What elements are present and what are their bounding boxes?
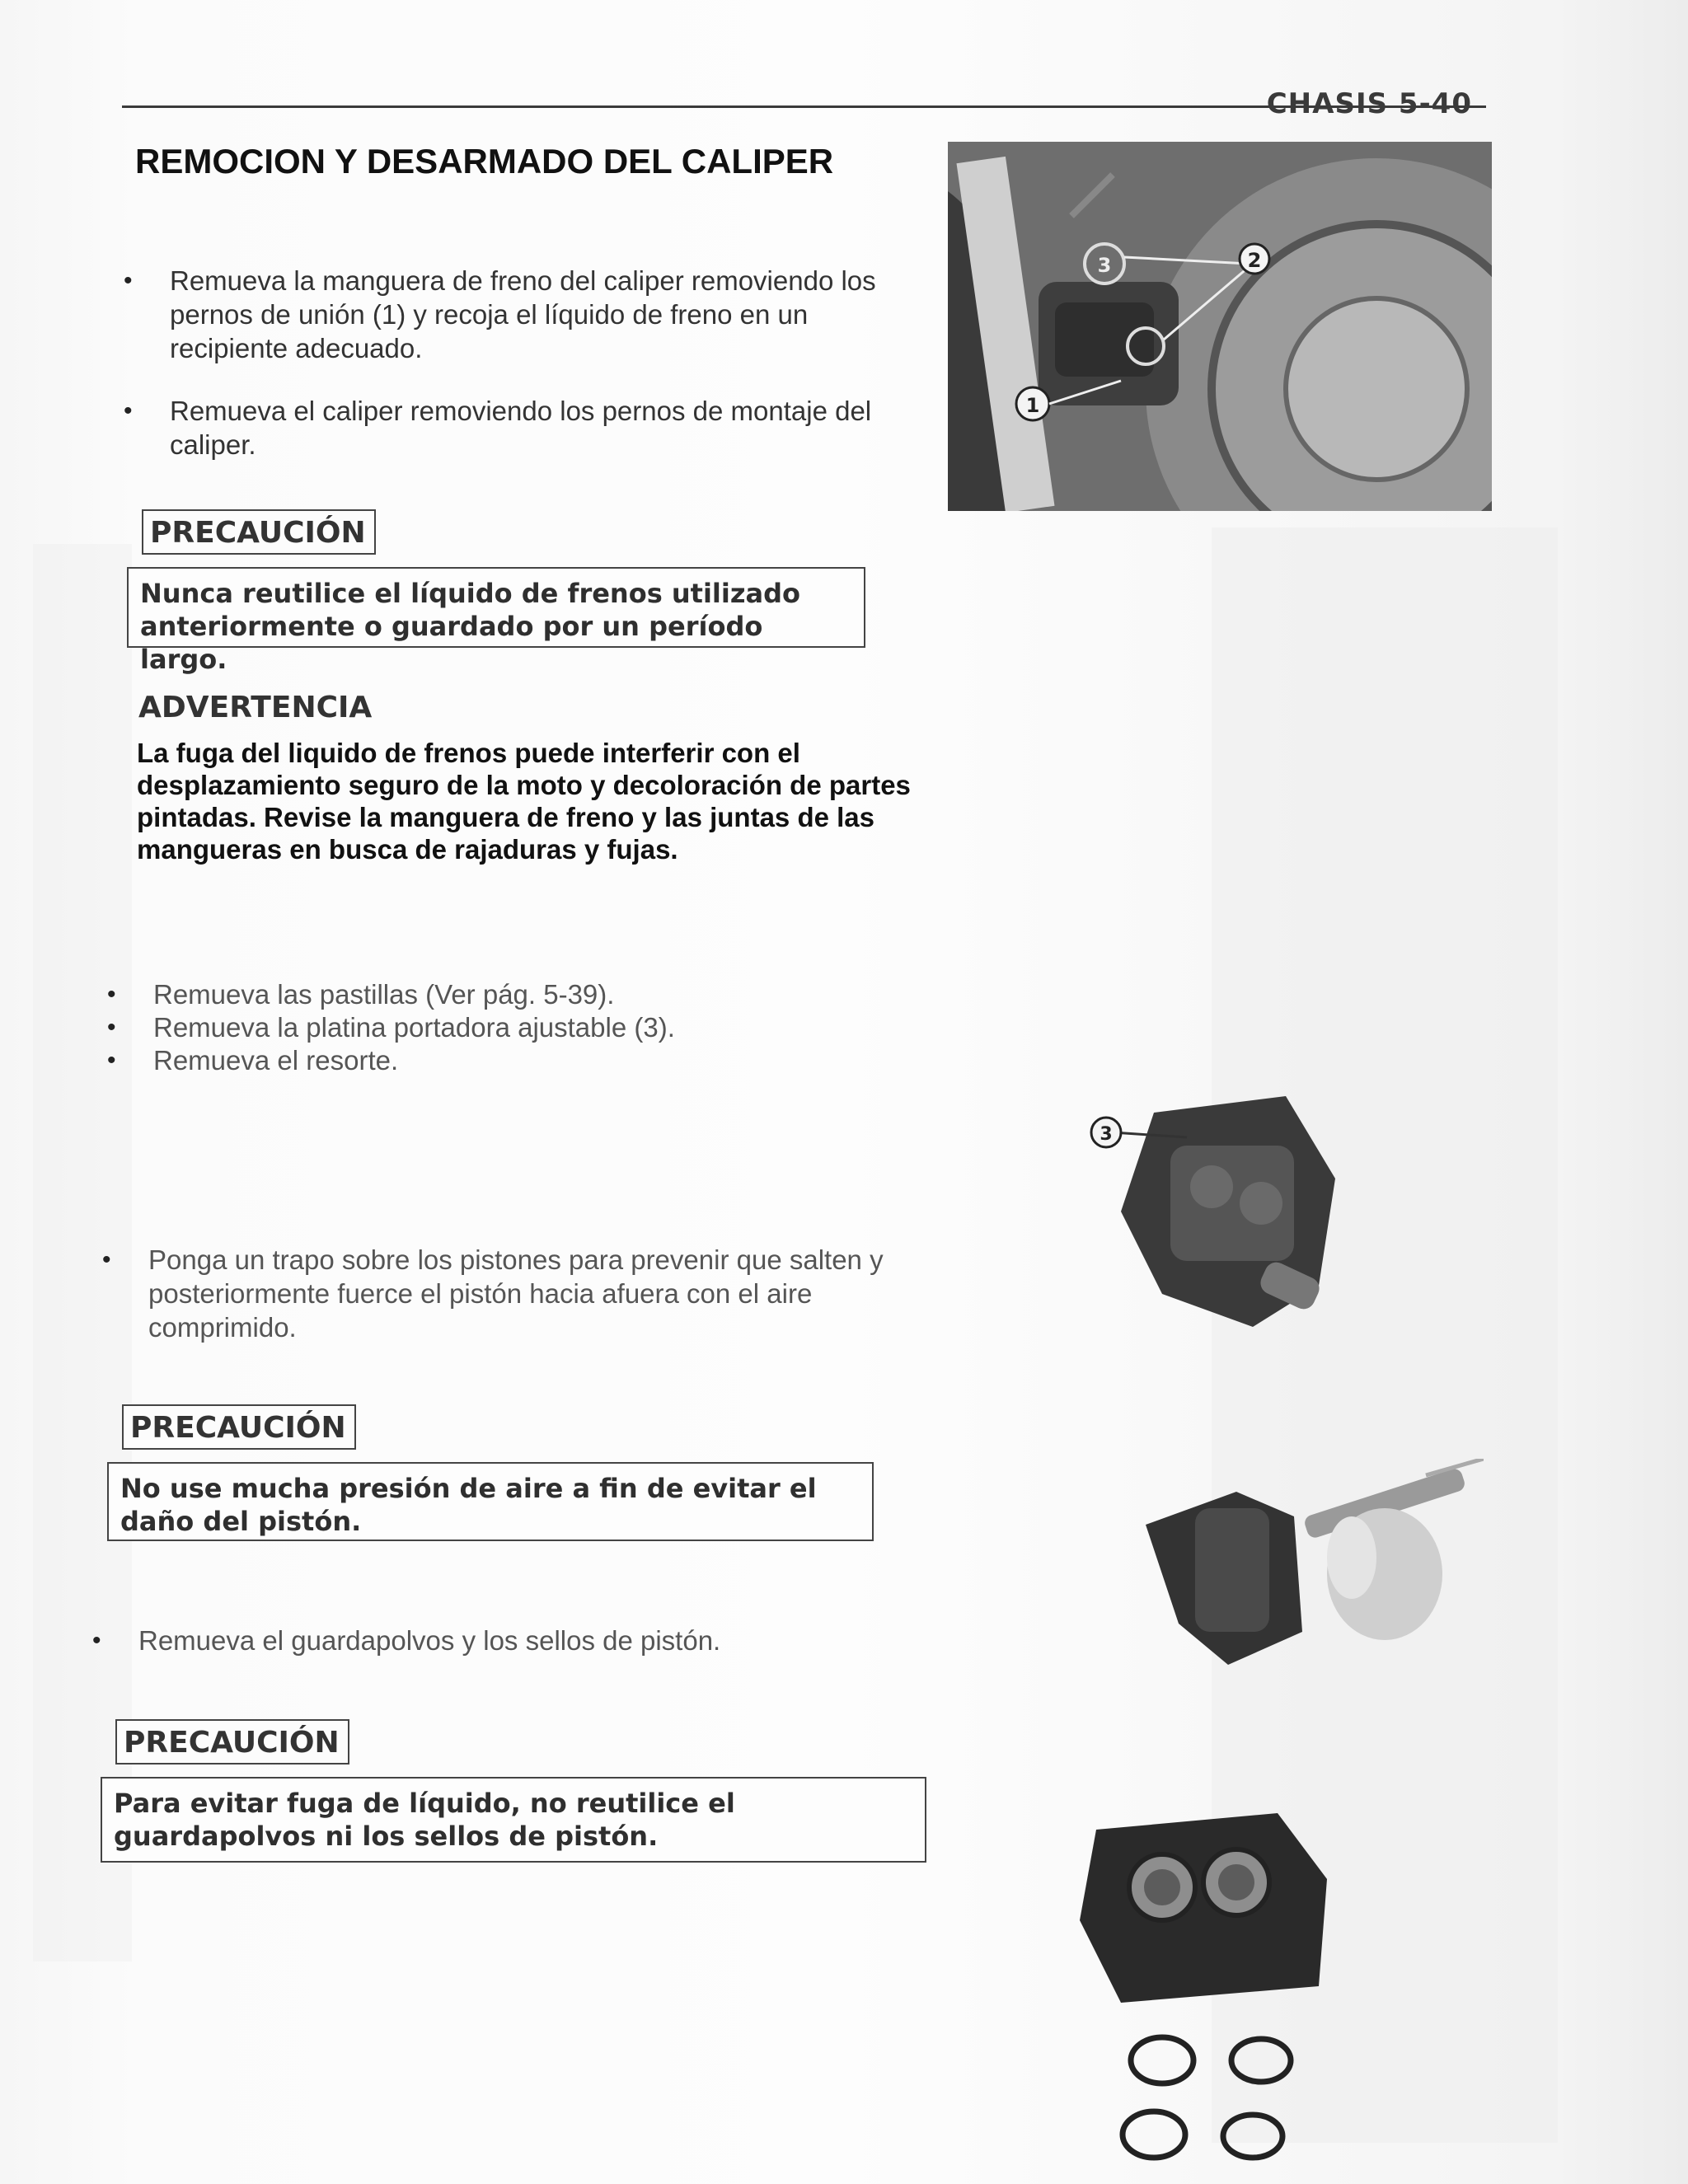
seal-ring-2	[1231, 2039, 1291, 2082]
step-remove-carrier	[107, 1010, 895, 1044]
section-page-label: CHASIS 5-40	[1266, 87, 1472, 120]
caution-box-1	[127, 567, 865, 675]
step-force-piston	[102, 1243, 890, 1344]
step-remove-seals	[92, 1624, 880, 1657]
step-remove-pads-text: Remueva las pastillas (Ver pág. 5-39).	[153, 979, 615, 1010]
caution-box-2	[107, 1462, 874, 1541]
air-nozzle-illustration	[1129, 1459, 1484, 1673]
step-remove-spring	[107, 1043, 895, 1077]
step-remove-seals-text: Remueva el guardapolvos y los sellos de pistón.	[138, 1625, 721, 1656]
caution-text-3: Para evitar fuga de líquido, no reutilice el guardapolvos ni los sellos de pistón.	[114, 1788, 735, 1852]
warning-heading: ADVERTENCIA	[138, 691, 373, 724]
step-remove-spring-text: Remueva el resorte.	[153, 1045, 399, 1076]
caution-text-2: No use mucha presión de aire a fin de evitar el daño del pistón.	[120, 1473, 817, 1537]
step-remove-carrier-text: Remueva la platina portadora ajustable (3).	[153, 1012, 675, 1043]
caution-box-3	[101, 1777, 926, 1863]
step-remove-caliper	[124, 394, 945, 462]
photo-caliper-carrier	[1088, 1080, 1360, 1360]
caution-tag-1: PRECAUCIÓN	[142, 509, 376, 555]
step-remove-hose	[124, 264, 928, 365]
caliper-wheel-illustration	[948, 142, 1492, 511]
photo-caliper-on-wheel	[948, 142, 1492, 511]
callout-2: 2	[1247, 249, 1262, 272]
seal-ring-3	[1123, 2111, 1185, 2158]
step-remove-caliper-text: Remueva el caliper removiendo los pernos de montaje del caliper.	[170, 396, 872, 460]
photo-caliper-air-nozzle	[1129, 1459, 1484, 1673]
seal-ring-1	[1131, 2037, 1193, 2083]
callout-3-upper: 3	[1097, 254, 1112, 277]
page-title: REMOCION Y DESARMADO DEL CALIPER	[135, 142, 834, 180]
caution-text-1: Nunca reutilice el líquido de frenos utilizado anteriormente o guardado por un período largo.	[140, 578, 800, 675]
callout-1: 1	[1025, 394, 1040, 417]
callout-3-carrier: 3	[1100, 1124, 1113, 1145]
caliper-seals-illustration	[1071, 1797, 1343, 2176]
step-remove-hose-text: Remueva la manguera de freno del caliper removiendo los pernos de unión (1) y recoja el líquido de freno en un recipiente adecuado.	[170, 265, 876, 363]
caution-tag-2: PRECAUCIÓN	[122, 1404, 356, 1450]
warning-text: La fuga del liquido de frenos puede interferir con el desplazamiento seguro de la moto y decoloración de partes pintadas. Revise la manguera de freno y las juntas de las mangueras en busca de rajaduras y fujas.	[137, 738, 911, 865]
step-remove-pads	[107, 977, 895, 1011]
caliper-carrier-illustration	[1088, 1080, 1360, 1360]
seal-ring-4	[1223, 2115, 1282, 2158]
photo-caliper-seals	[1071, 1797, 1343, 2176]
caution-tag-3: PRECAUCIÓN	[115, 1719, 349, 1765]
step-force-piston-text: Ponga un trapo sobre los pistones para prevenir que salten y posteriormente fuerce el pistón hacia afuera con el aire comprimido.	[148, 1244, 884, 1343]
